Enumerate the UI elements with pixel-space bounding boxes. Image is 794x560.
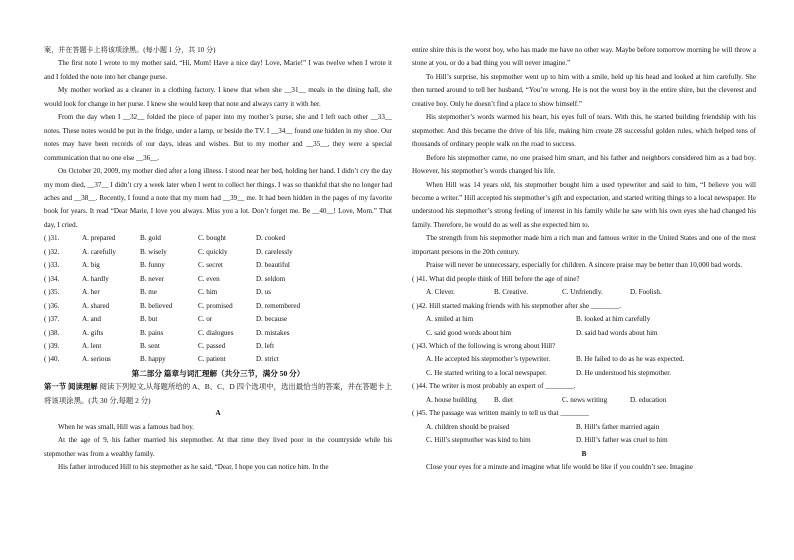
question-number: ( )33. <box>44 261 60 270</box>
option-b[interactable]: B. pains <box>140 328 164 337</box>
answer-option[interactable]: B. He failed to do as he was expected. <box>576 355 685 364</box>
passage-label: A <box>215 409 221 418</box>
option-row <box>44 340 392 353</box>
answer-option[interactable]: D. Hill’s father was cruel to him <box>576 436 668 445</box>
passage-paragraph: The strength from his stepmother made him a rich man and famous writer in the United States and one of the most important persons in the 20th century. <box>412 234 756 256</box>
option-a[interactable]: A. lent <box>82 341 102 350</box>
option-a[interactable]: A. and <box>82 315 101 324</box>
option-b[interactable]: B. happy <box>140 355 166 364</box>
option-a[interactable]: A. gifts <box>82 328 104 337</box>
cloze-paragraph: On October 20, 2009, my mother died after a long illness. I stood near her bed, holding her hand. I didn’t cry the day my mom died, __37__ I didn’t cry a week later when I went to collect her things. I was so thankful that she no longer had aches and __38__. Recently, I found a note that my mom had __39__ me. It had been hidden in the pages of my favorite book for years. It read “Dear Marie, I love you always. Miss you a lot. Don’t forget me. Be __40__! Love, Mom.” That day, I cried. <box>44 167 392 229</box>
option-b[interactable]: B. never <box>140 274 165 283</box>
option-row <box>44 273 392 286</box>
option-a[interactable]: A. shared <box>82 301 110 310</box>
question-number: ( )37. <box>44 315 60 324</box>
option-b[interactable]: B. believed <box>140 301 173 310</box>
option-b[interactable]: B. sent <box>140 341 160 350</box>
question-stem: ( )44. The writer is most probably an expert of ________. <box>412 382 576 391</box>
answer-option[interactable]: C. Unfriendly. <box>562 288 603 297</box>
option-a[interactable]: A. her <box>82 288 100 297</box>
answer-options <box>412 421 756 434</box>
option-c[interactable]: C. patient <box>198 355 226 364</box>
option-c[interactable]: C. dialogues <box>198 328 234 337</box>
question-list <box>412 273 756 448</box>
question-stem: ( )41. What did people think of Hill before the age of nine? <box>412 274 580 283</box>
option-d[interactable]: D. cooked <box>256 234 286 243</box>
option-b[interactable]: B. but <box>140 315 158 324</box>
option-row <box>44 313 392 326</box>
answer-options <box>412 353 756 366</box>
passage-paragraph: Praise will never be unnecessary, especially for children. A sincere praise may be better than 10,000 bad words. <box>426 261 743 270</box>
option-row <box>44 327 392 340</box>
section-description: 阅读下列短文,从每题所给的 A、B、C、D 四个选项中，选出最恰当的答案，并在答题卡上将该项涂黑。(共 30 分,每题 2 分) <box>44 382 392 405</box>
answer-options <box>412 327 756 340</box>
option-c[interactable]: C. or <box>198 315 213 324</box>
answer-options <box>412 434 756 447</box>
passage-paragraph: To Hill’s surprise, his stepmother went up to him with a smile, held up his head and looked at him carefully. She then turned around to tell her husband, “You’re wrong. He is not the worst boy in the entire shire, but the cleverest and creative boy. Only he doesn’t find a place to show himself.” <box>412 72 756 108</box>
option-c[interactable]: C. even <box>198 274 220 283</box>
question-number: ( )39. <box>44 341 60 350</box>
option-c[interactable]: C. quickly <box>198 247 228 256</box>
option-d[interactable]: D. because <box>256 315 288 324</box>
option-row <box>44 300 392 313</box>
option-d[interactable]: D. strict <box>256 355 279 364</box>
answer-option[interactable]: C. He started writing to a local newspaper. <box>426 368 547 377</box>
option-a[interactable]: A. big <box>82 261 100 270</box>
right-column <box>412 44 756 475</box>
answer-option[interactable]: A. Clever. <box>426 288 455 297</box>
passage-label: B <box>581 449 587 458</box>
option-b[interactable]: B. me <box>140 288 157 297</box>
option-row <box>44 232 392 245</box>
section-title: 第一节 阅读理解 <box>44 382 98 392</box>
passage-paragraph: His father introduced Hill to his stepmother as he said, “Dear, I hope you can notice him. In the <box>58 463 329 472</box>
answer-option[interactable]: C. said good words about him <box>426 328 512 337</box>
passage-paragraph: When Hill was 14 years old, his stepmother bought him a used typewriter and said to him, “I believe you will become a writer.” Hill accepted his stepmother’s gift and expectation, and started writing things to a local newspaper. He understood his stepmother’s strong feeling of interest in his family while he saw with his own eyes she had changed his family. Therefore, he would do as well as she expected him to. <box>412 180 756 229</box>
answer-options <box>412 394 756 407</box>
cloze-instruction-tail: 案，并在答题卡上将该项涂黑。(每小题 1 分，共 10 分) <box>44 46 216 54</box>
question-stem: ( )42. Hill started making friends with his stepmother after she ________. <box>412 301 622 310</box>
option-a[interactable]: A. prepared <box>82 234 116 243</box>
option-c[interactable]: C. him <box>198 288 218 297</box>
cloze-paragraph: My mother worked as a cleaner in a clothing factory. I knew that when she __31__ meals in the dining hall, she would look for change in her purse. I knew she would keep that note and always carry it with her. <box>44 86 392 108</box>
part-title: 第二部分 篇章与词汇理解（共分三节，满分 50 分） <box>131 368 305 378</box>
option-c[interactable]: C. passed <box>198 341 226 350</box>
question-number: ( )36. <box>44 301 60 310</box>
option-d[interactable]: D. mistakes <box>256 328 290 337</box>
answer-option[interactable]: D. Foolish. <box>630 288 662 297</box>
option-a[interactable]: A. serious <box>82 355 111 364</box>
answer-option[interactable]: A. smiled at him <box>426 315 474 324</box>
answer-options <box>412 313 756 326</box>
option-row <box>44 353 392 366</box>
option-b[interactable]: B. funny <box>140 261 165 270</box>
option-d[interactable]: D. left <box>256 341 275 350</box>
passage-paragraph: Before his stepmother came, no one praised him smart, and his father and neighbors considered him as a bad boy. However, his stepmother’s words changed his life. <box>412 153 756 176</box>
question-number: ( )35. <box>44 288 60 297</box>
left-column <box>44 44 392 475</box>
answer-option[interactable]: C. news writing <box>562 395 608 404</box>
question-stem: ( )45. The passage was written mainly to tell us that ________ <box>412 409 589 418</box>
answer-option[interactable]: D. education <box>630 395 667 404</box>
answer-option[interactable]: A. He accepted his stepmother’s typewriter. <box>426 355 551 364</box>
question-number: ( )31. <box>44 234 60 243</box>
answer-option[interactable]: A. children should be praised <box>426 422 510 431</box>
answer-option[interactable]: D. said bad words about him <box>576 328 658 337</box>
answer-option[interactable]: B. Creative. <box>494 288 529 297</box>
answer-option[interactable]: B. diet <box>494 395 513 404</box>
cloze-options-list <box>44 232 392 367</box>
answer-option[interactable]: C. Hill’s stepmother was kind to him <box>426 436 531 445</box>
option-row <box>44 259 392 272</box>
option-d[interactable]: D. remembered <box>256 301 301 310</box>
answer-option[interactable]: B. Hill’s father married again <box>576 422 660 431</box>
option-a[interactable]: A. hardly <box>82 274 109 283</box>
answer-options <box>412 367 756 380</box>
option-c[interactable]: C. promised <box>198 301 233 310</box>
passage-paragraph: At the age of 9, his father married his stepmother. At that time they lived poor in the countryside while his stepmother was from a wealthy family. <box>44 436 392 458</box>
cloze-paragraph: The first note I wrote to my mother said, “Hi, Mom! Have a nice day! Love, Marie!” I was twelve when I wrote it and I folded the note into her change purse. <box>44 59 392 81</box>
option-row <box>44 246 392 259</box>
question-number: ( )40. <box>44 355 60 364</box>
answer-option[interactable]: B. looked at him carefully <box>576 315 651 324</box>
option-b[interactable]: B. gold <box>140 234 161 243</box>
passage-paragraph: His stepmother’s words warmed his heart, his eyes full of tears. With this, he started building friendship with his stepmother. And this became the drive of his life, making him create 28 successful golden rules, which helped tens of thousands of ordinary people walk on the road to success. <box>412 113 756 149</box>
passage-paragraph: Close your eyes for a minute and imagine what life would be like if you couldn’t see. Imagine <box>426 463 693 472</box>
question-number: ( )32. <box>44 247 60 256</box>
option-d[interactable]: D. seldom <box>256 274 286 283</box>
option-c[interactable]: C. secret <box>198 261 223 270</box>
option-d[interactable]: D. beautiful <box>256 261 290 270</box>
answer-options <box>412 286 756 299</box>
passage-paragraph: When he was small, Hill was a famous bad boy. <box>58 422 195 431</box>
question-stem: ( )43. Which of the following is wrong about Hill? <box>412 341 556 350</box>
option-a[interactable]: A. carefully <box>82 247 116 256</box>
answer-option[interactable]: A. house building <box>426 395 477 404</box>
question-number: ( )38. <box>44 328 60 337</box>
answer-option[interactable]: D. He understood his stepmother. <box>576 368 671 377</box>
section-instruction <box>44 380 392 407</box>
option-row <box>44 286 392 299</box>
option-d[interactable]: D. us <box>256 288 271 297</box>
option-c[interactable]: C. bought <box>198 234 226 243</box>
cloze-paragraph: From the day when I __32__ folded the piece of paper into my mother’s purse, she and I left each other __33__ notes. These notes would be put in the fridge, under a lamp, or beside the TV. I __34__ found one hidden in my shoe. Our notes may have been records of our days, ideas and wishes. But to my mother and __35__, they were a special communication that no one else __36__. <box>44 113 392 162</box>
question-number: ( )34. <box>44 274 60 283</box>
option-d[interactable]: D. carelessly <box>256 247 293 256</box>
passage-paragraph: entire shire this is the worst boy, who has made me have no other way. Maybe before tomorrow morning he will throw a stone at you, or do a bad thing you will never imagine.” <box>412 46 756 68</box>
option-b[interactable]: B. wisely <box>140 247 167 256</box>
